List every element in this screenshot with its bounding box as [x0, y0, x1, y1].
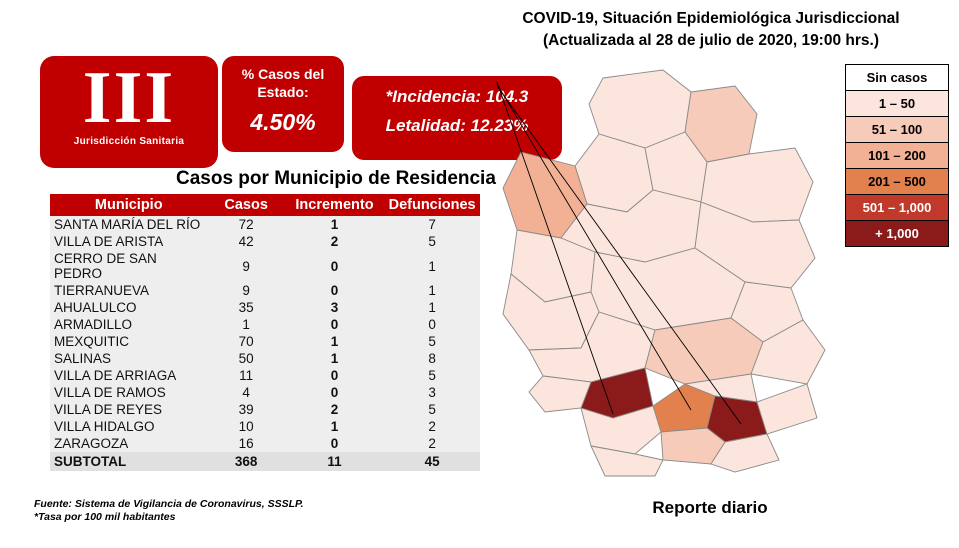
- cell-defunciones: 0: [384, 316, 480, 333]
- table-row: [50, 435, 480, 452]
- cell-municipio: SALINAS: [50, 350, 208, 367]
- table-header-row: [50, 194, 480, 216]
- cell-casos: 50: [208, 350, 285, 367]
- cell-defunciones: 1: [384, 250, 480, 282]
- cell-incremento: 2: [285, 233, 384, 250]
- subtotal-defunciones: 45: [384, 452, 480, 471]
- map-caption: Reporte diario: [652, 498, 768, 517]
- cell-municipio: ARMADILLO: [50, 316, 208, 333]
- source-line: Fuente: Sistema de Vigilancia de Coronavirus, SSSLP.: [34, 498, 304, 510]
- cell-municipio: VILLA DE ARISTA: [50, 233, 208, 250]
- cell-incremento: 1: [285, 333, 384, 350]
- table-row: [50, 384, 480, 401]
- cell-incremento: 2: [285, 401, 384, 418]
- cell-defunciones: 5: [384, 401, 480, 418]
- cell-casos: 9: [208, 282, 285, 299]
- legend-item: 101 – 200: [845, 142, 949, 168]
- map-svg: [495, 62, 840, 482]
- page-title: [470, 8, 952, 53]
- table-row: [50, 233, 480, 250]
- table-row: [50, 350, 480, 367]
- cell-casos: 1: [208, 316, 285, 333]
- cell-casos: 42: [208, 233, 285, 250]
- subtotal-incremento: 11: [285, 452, 384, 471]
- map-region: [529, 376, 591, 412]
- table-row: [50, 282, 480, 299]
- cell-municipio: VILLA HIDALGO: [50, 418, 208, 435]
- column-header-incremento: Incremento: [285, 194, 384, 216]
- page-title-line2: (Actualizada al 28 de julio de 2020, 19:00 hrs.): [543, 32, 879, 50]
- cell-municipio: ZARAGOZA: [50, 435, 208, 452]
- cell-municipio: VILLA DE ARRIAGA: [50, 367, 208, 384]
- cell-defunciones: 2: [384, 435, 480, 452]
- cell-incremento: 0: [285, 384, 384, 401]
- cell-municipio: VILLA DE REYES: [50, 401, 208, 418]
- column-header-casos: Casos: [208, 194, 285, 216]
- cell-defunciones: 3: [384, 384, 480, 401]
- cell-defunciones: 5: [384, 367, 480, 384]
- cell-casos: 4: [208, 384, 285, 401]
- table-title: Casos por Municipio de Residencia: [176, 168, 496, 189]
- column-header-defunciones: Defunciones: [384, 194, 480, 216]
- cell-casos: 70: [208, 333, 285, 350]
- cell-casos: 35: [208, 299, 285, 316]
- cell-municipio: CERRO DE SAN PEDRO: [50, 250, 208, 282]
- cell-defunciones: 8: [384, 350, 480, 367]
- state-percentage-label: % Casos del Estado:: [241, 66, 325, 100]
- jurisdiction-subtitle: Jurisdicción Sanitaria: [73, 136, 185, 147]
- cell-casos: 10: [208, 418, 285, 435]
- source-footnote: [34, 498, 364, 524]
- cell-defunciones: 5: [384, 233, 480, 250]
- map-region: [757, 384, 817, 434]
- cell-defunciones: 1: [384, 299, 480, 316]
- cell-defunciones: 2: [384, 418, 480, 435]
- cell-incremento: 3: [285, 299, 384, 316]
- table-row: [50, 333, 480, 350]
- cell-casos: 11: [208, 367, 285, 384]
- cell-municipio: VILLA DE RAMOS: [50, 384, 208, 401]
- cell-defunciones: 1: [384, 282, 480, 299]
- incidence-value: *Incidencia: 104.3: [385, 87, 529, 106]
- map-legend: [845, 64, 949, 247]
- lethality-value: Letalidad: 12.23%: [385, 116, 529, 135]
- subtotal-label: SUBTOTAL: [50, 452, 208, 471]
- subtotal-casos: 368: [208, 452, 285, 471]
- cell-incremento: 1: [285, 350, 384, 367]
- table-row: [50, 316, 480, 333]
- rate-note-line: *Tasa por 100 mil habitantes: [34, 511, 176, 524]
- state-percentage-box: [222, 56, 344, 152]
- cell-municipio: MEXQUITIC: [50, 333, 208, 350]
- legend-item: 201 – 500: [845, 168, 949, 194]
- legend-item: + 1,000: [845, 220, 949, 247]
- cell-municipio: TIERRANUEVA: [50, 282, 208, 299]
- cell-incremento: 0: [285, 282, 384, 299]
- cell-defunciones: 7: [384, 216, 480, 233]
- cell-municipio: AHUALULCO: [50, 299, 208, 316]
- jurisdiction-map: [495, 62, 840, 482]
- table-row: [50, 401, 480, 418]
- legend-item: 51 – 100: [845, 116, 949, 142]
- column-header-municipio: Municipio: [50, 194, 208, 216]
- cell-incremento: 0: [285, 435, 384, 452]
- cell-casos: 72: [208, 216, 285, 233]
- jurisdiction-badge: [40, 56, 218, 168]
- cell-incremento: 0: [285, 367, 384, 384]
- cell-casos: 16: [208, 435, 285, 452]
- cell-incremento: 1: [285, 216, 384, 233]
- cell-municipio: SANTA MARÍA DEL RÍO: [50, 216, 208, 233]
- legend-item: 501 – 1,000: [845, 194, 949, 220]
- cell-casos: 9: [208, 250, 285, 282]
- page-title-line1: COVID-19, Situación Epidemiológica Jurisdiccional: [522, 10, 900, 27]
- table-row: [50, 299, 480, 316]
- table-row: [50, 216, 480, 233]
- table-row: [50, 367, 480, 384]
- cell-incremento: 0: [285, 250, 384, 282]
- cases-table: [50, 194, 480, 471]
- table-subtotal-row: [50, 452, 480, 471]
- state-percentage-value: 4.50%: [250, 109, 316, 135]
- legend-item: Sin casos: [845, 64, 949, 90]
- cell-defunciones: 5: [384, 333, 480, 350]
- cell-incremento: 1: [285, 418, 384, 435]
- cell-casos: 39: [208, 401, 285, 418]
- jurisdiction-number: III: [82, 57, 176, 139]
- table-row: [50, 250, 480, 282]
- table-row: [50, 418, 480, 435]
- cell-incremento: 0: [285, 316, 384, 333]
- legend-item: 1 – 50: [845, 90, 949, 116]
